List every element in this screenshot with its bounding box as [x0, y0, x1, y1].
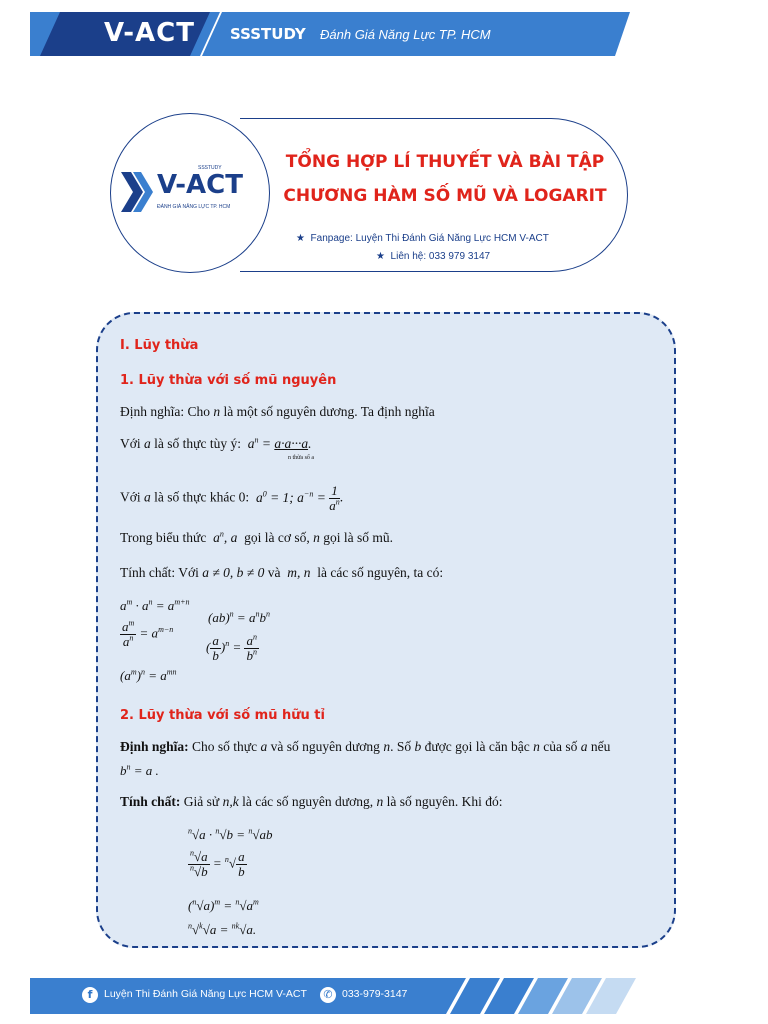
logo-small-text: SSSTUDY: [198, 165, 222, 171]
logo-chevron-icon: [121, 172, 157, 212]
root-property-paragraph: Tính chất: Giả sử n,k là các số nguyên dương, n là số nguyên. Khi đó:: [120, 794, 503, 809]
subsection-heading-1: 1. Lũy thừa với số mũ nguyên: [120, 373, 337, 388]
formula-power-of-power: $(a^m)^n = a^{mn}$: [120, 667, 177, 683]
header-sub-brand: SSSTUDY: [230, 25, 306, 43]
expression-paragraph: Trong biểu thức $a^n$, a gọi là cơ số, n gọi là số mũ.: [120, 529, 393, 545]
formula-product: $a^m \cdot a^n = a^{m+n}$: [120, 597, 190, 613]
section-heading: I. Lũy thừa: [120, 338, 199, 353]
formula-quotient: $\frac{a^m}{a^n}$ = $a^{m-n}$: [122, 618, 174, 649]
content-box: [96, 312, 676, 948]
contact-text: Liên hệ: 033 979 3147: [390, 251, 491, 262]
formula-product-power: $(ab)^n = a^nb^n$: [208, 609, 270, 625]
footer-phone-text[interactable]: 033-979-3147: [342, 988, 408, 1000]
title-line-2: CHƯƠNG HÀM SỐ MŨ VÀ LOGARIT: [283, 186, 607, 206]
root-definition-formula: $b^n = a$ .: [120, 762, 159, 778]
phone-icon[interactable]: ✆: [320, 987, 336, 1003]
contact-line: [376, 251, 490, 262]
footer-facebook-text[interactable]: Luyện Thi Đánh Giá Năng Lực HCM V-ACT: [104, 988, 307, 1000]
header-tagline: Đánh Giá Năng Lực TP. HCM: [320, 27, 491, 42]
formula-root-product: $^n$√a · $^n$√b = $^n$√ab: [188, 826, 273, 842]
nonzero-paragraph: Với a là số thực khác 0: $a^0 = 1$; $a^{-n}$ = $\frac{1}{a^n}$ .: [120, 483, 344, 513]
logo-circle: [110, 113, 270, 273]
header-banner: [30, 12, 630, 56]
real-number-paragraph: Với a là số thực tùy ý: $a^n = a\cdot a\cdot\cdot\cdot a$.: [120, 435, 312, 451]
formula-root-power: $(^n√a)^m = ^n√a^m$: [188, 897, 259, 913]
formula-root-quotient: $\frac{^n√a}{^n√b}$ = $^n$√ $\frac{a}{b}$: [190, 848, 245, 879]
formula-nested-root: $^n$√$^k$√a = $^{nk}$√a.: [188, 921, 257, 937]
formula-quotient-power: ( $\frac{a}{b}$ )$^n$ = $\frac{a^n}{b^n}$: [206, 632, 257, 663]
title-line-1: TỔNG HỢP LÍ THUYẾT VÀ BÀI TẬP: [285, 152, 605, 172]
subsection-heading-2: 2. Lũy thừa với số mũ hữu tỉ: [120, 708, 325, 723]
facebook-icon[interactable]: f: [82, 987, 98, 1003]
root-definition-paragraph: Định nghĩa: Cho số thực a và số nguyên dương n. Số b được gọi là căn bậc n của số a nếu: [120, 739, 611, 754]
footer-banner: [30, 978, 740, 1014]
definition-paragraph: Định nghĩa: Cho n là một số nguyên dương. Ta định nghĩa: [120, 404, 435, 419]
star-icon: ★: [376, 251, 385, 262]
fanpage-text: Fanpage: Luyện Thi Đánh Giá Năng Lực HCM V-ACT: [310, 233, 549, 244]
underbrace-label: n thừa số a: [288, 455, 315, 461]
property-paragraph: Tính chất: Với a ≠ 0, b ≠ 0 và m, n là các số nguyên, ta có:: [120, 565, 444, 580]
star-icon: ★: [296, 233, 305, 244]
header-brand: V-ACT: [104, 18, 195, 48]
logo-main-text: V-ACT: [157, 170, 243, 200]
logo-sub-text: ĐÁNH GIÁ NĂNG LỰC TP. HCM: [157, 204, 231, 210]
fanpage-line: [296, 233, 549, 244]
